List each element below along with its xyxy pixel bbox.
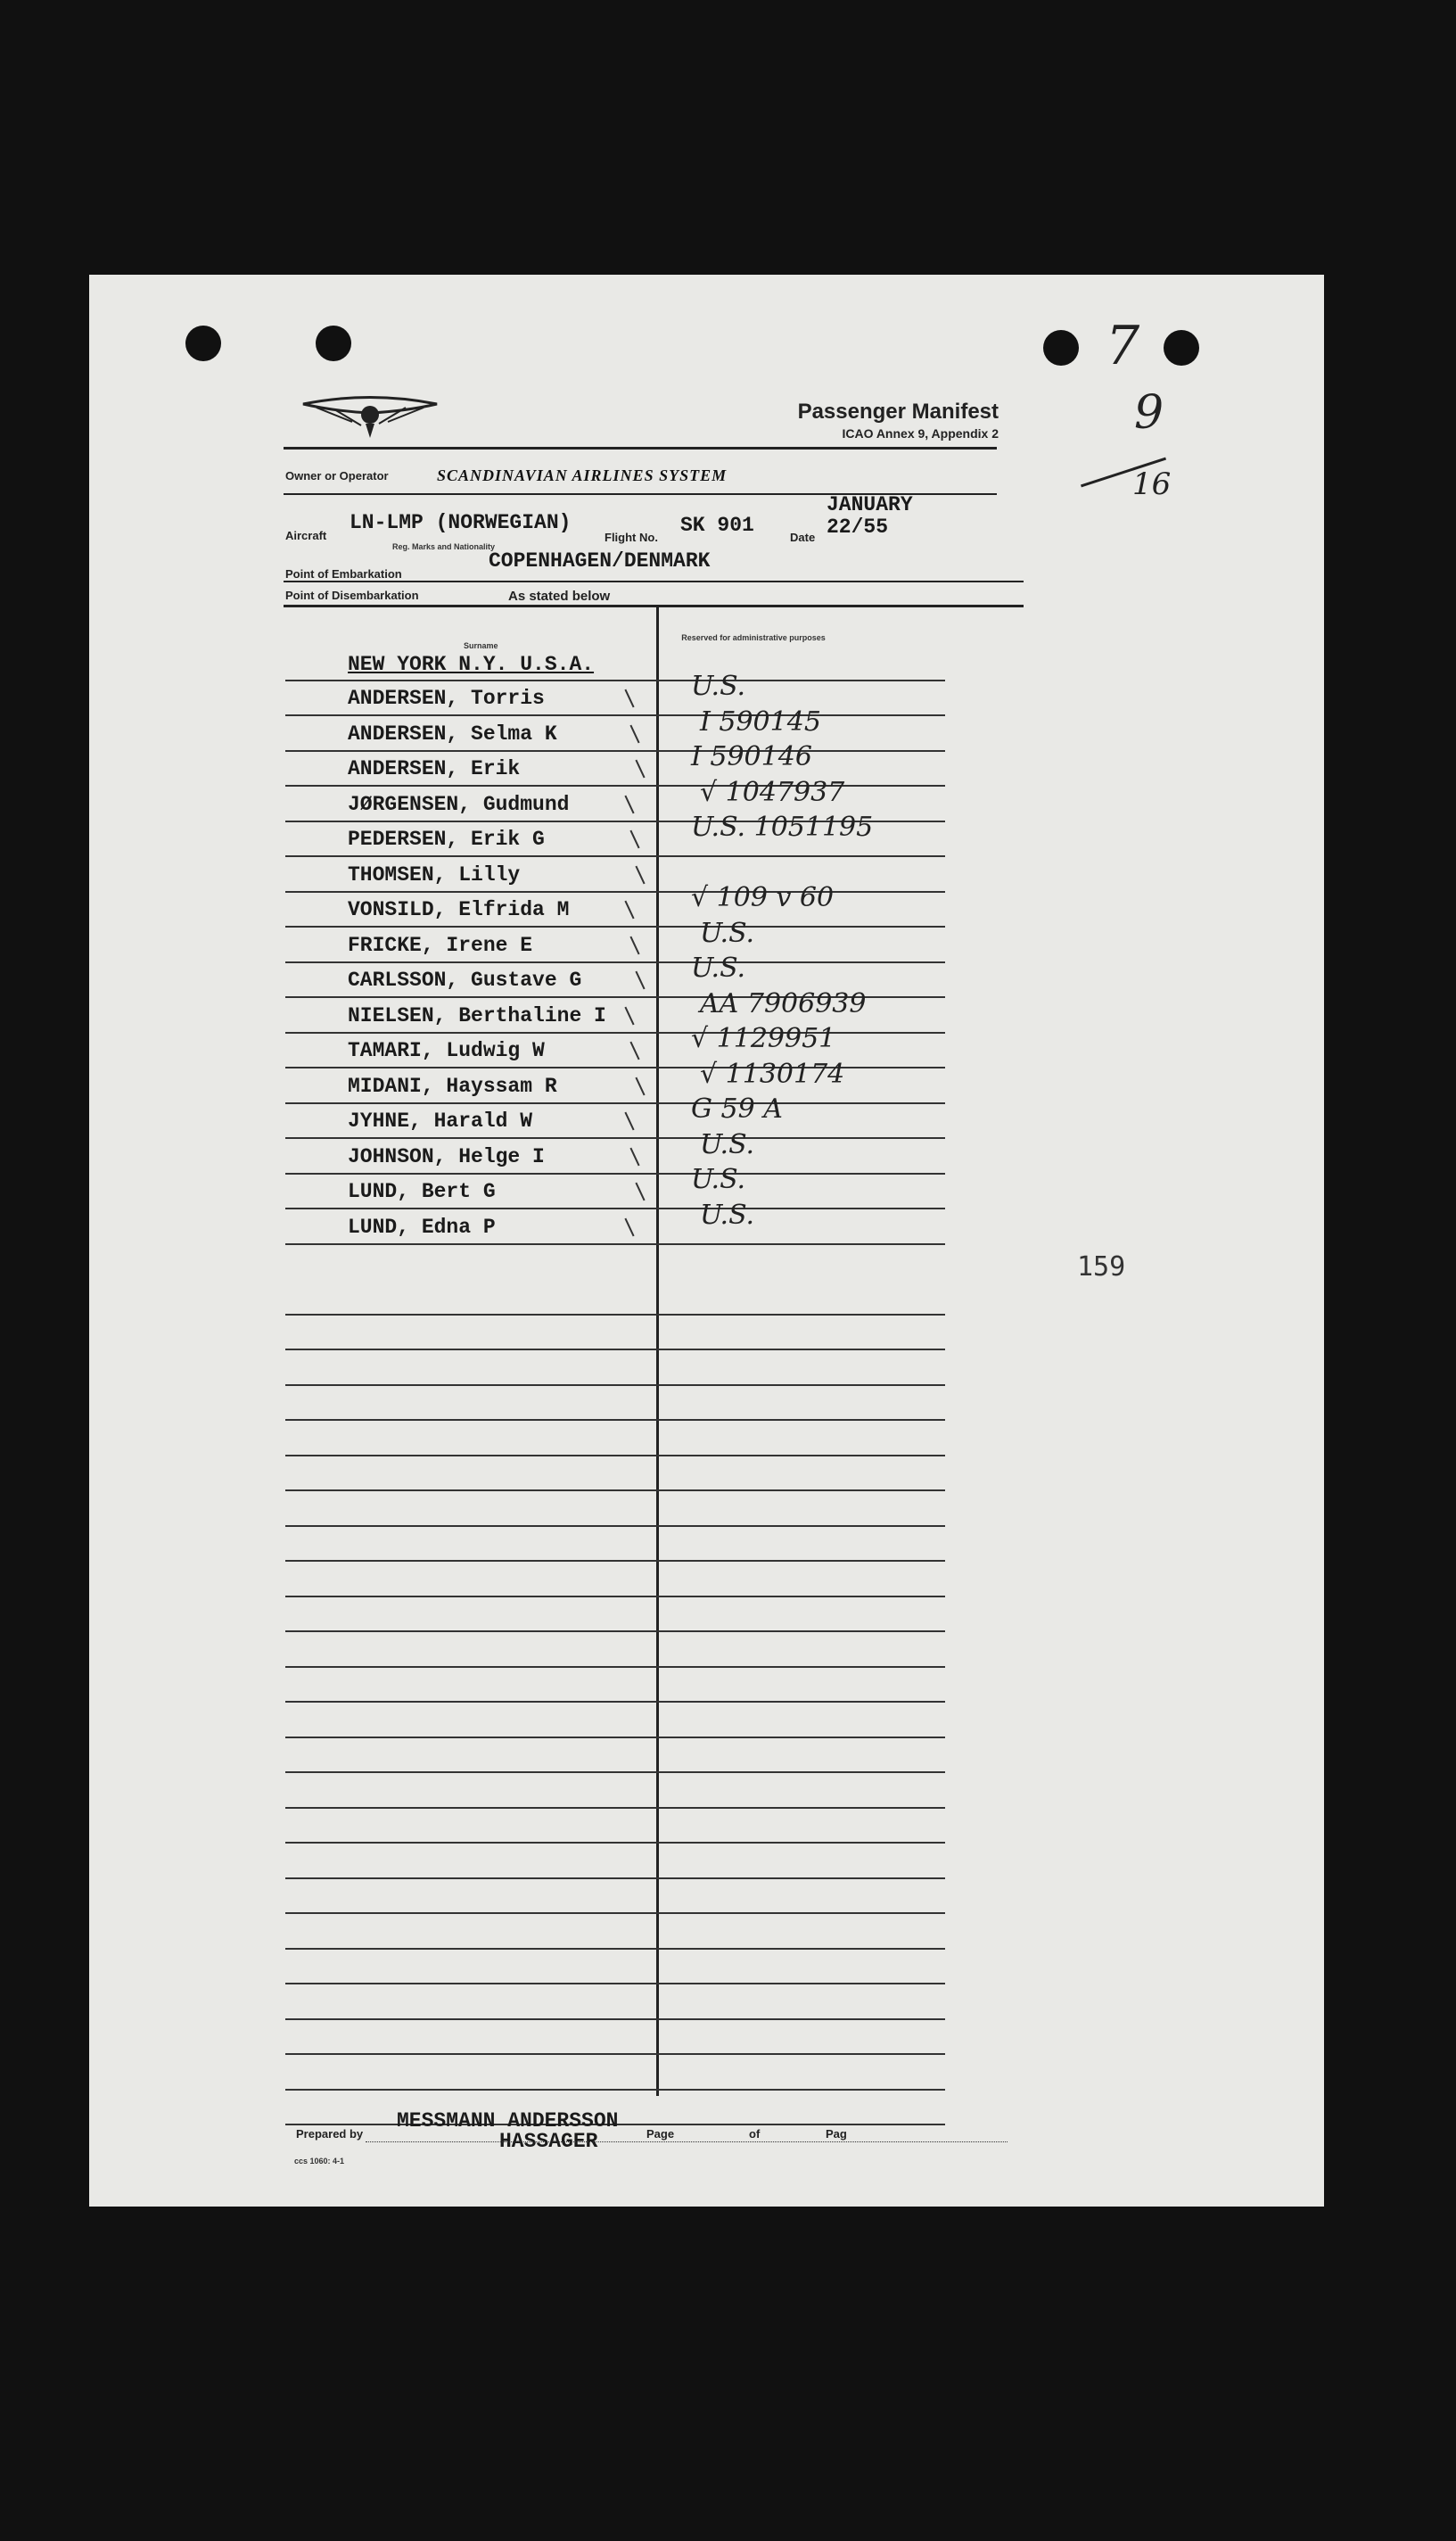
admin-note: U.S. — [691, 671, 746, 702]
table-rule — [285, 961, 945, 963]
passenger-name: ANDERSEN, Torris — [348, 687, 545, 710]
date-month: JANUARY — [827, 493, 913, 516]
passenger-name: NIELSEN, Berthaline I — [348, 1003, 606, 1027]
passenger-name: JOHNSON, Helge I — [348, 1144, 545, 1168]
header-rule — [284, 447, 997, 450]
table-rule — [285, 1032, 945, 1034]
margin-note-9: 9 — [1134, 386, 1164, 440]
operator-label: Owner or Operator — [285, 469, 389, 483]
check-mark — [629, 724, 639, 743]
surname-header: Surname — [464, 641, 498, 650]
prepared-by-1: MESSMANN ANDERSSON — [397, 2109, 619, 2133]
prepared-label: Prepared by — [296, 2127, 364, 2141]
prepared-rule — [366, 2141, 1008, 2143]
date-label: Date — [790, 531, 816, 544]
blank-rule — [285, 2053, 945, 2055]
page-label-2: Pag — [826, 2127, 847, 2141]
punch-hole — [1164, 330, 1199, 366]
check-mark — [635, 1077, 645, 1095]
passenger-name: MIDANI, Hayssam R — [348, 1074, 557, 1098]
disembark-rule — [284, 605, 1024, 607]
blank-rule — [285, 1948, 945, 1950]
table-rule — [285, 1243, 945, 1245]
passenger-name: PEDERSEN, Erik G — [348, 828, 545, 851]
admin-note: U.S. — [691, 953, 746, 984]
check-mark — [624, 795, 634, 813]
admin-note: AA 7906939 — [700, 987, 867, 1019]
admin-note: U.S. 1051195 — [691, 812, 874, 843]
admin-note: I 590146 — [691, 741, 812, 772]
of-label: of — [749, 2127, 761, 2141]
check-mark — [624, 1006, 634, 1025]
flight-value: SK 901 — [680, 514, 754, 537]
blank-rule — [285, 1560, 945, 1562]
reserved-header: Reserved for administrative purposes — [681, 633, 826, 642]
blank-rule — [285, 1419, 945, 1421]
passenger-name: TAMARI, Ludwig W — [348, 1039, 545, 1062]
blank-rule — [285, 2089, 945, 2091]
disembark-label: Point of Disembarkation — [285, 589, 419, 602]
blank-rule — [285, 1983, 945, 1984]
passenger-name: LUND, Bert G — [348, 1180, 496, 1203]
blank-rule — [285, 1771, 945, 1773]
table-rule — [285, 1067, 945, 1068]
table-rule — [285, 1208, 945, 1209]
aircraft-sublabel: Reg. Marks and Nationality — [392, 542, 496, 551]
operator-value: SCANDINAVIAN AIRLINES SYSTEM — [437, 466, 728, 484]
airline-logo — [299, 386, 441, 440]
table-rule — [285, 680, 945, 681]
blank-rule — [285, 1842, 945, 1844]
embark-rule — [284, 581, 1024, 582]
passenger-name: LUND, Edna P — [348, 1215, 496, 1239]
blank-rule — [285, 1314, 945, 1316]
blank-rule — [285, 1877, 945, 1879]
admin-note: U.S. — [700, 1128, 755, 1160]
admin-note: G 59 A — [691, 1093, 783, 1125]
admin-note: √ 1047937 — [700, 776, 845, 808]
manifest-page — [89, 275, 1324, 2207]
aircraft-value: LN-LMP (NORWEGIAN) — [350, 511, 572, 534]
passenger-name: ANDERSEN, Erik — [348, 757, 521, 780]
table-rule — [285, 1137, 945, 1139]
blank-rule — [285, 1666, 945, 1668]
admin-note: √ 1130174 — [700, 1058, 845, 1090]
margin-note-16: 16 — [1132, 466, 1172, 502]
form-number: ccs 1060: 4-1 — [294, 2157, 345, 2166]
blank-rule — [285, 1525, 945, 1527]
column-divider — [656, 606, 659, 2096]
check-mark — [624, 689, 634, 708]
blank-rule — [285, 1737, 945, 1738]
embark-label: Point of Embarkation — [285, 567, 402, 581]
check-mark — [629, 936, 639, 954]
check-mark — [635, 760, 645, 779]
punch-hole — [185, 326, 221, 361]
check-mark — [635, 971, 645, 990]
document-title: Passenger Manifest — [797, 400, 999, 424]
admin-note: √ 1129951 — [691, 1023, 836, 1054]
date-value: 22/55 — [827, 516, 889, 539]
disembark-value: As stated below — [508, 589, 611, 604]
check-mark — [629, 1042, 639, 1060]
table-rule — [285, 1173, 945, 1175]
punch-hole — [316, 326, 351, 361]
destination-heading: NEW YORK N.Y. U.S.A. — [348, 653, 595, 676]
blank-rule — [285, 1349, 945, 1350]
admin-note: U.S. — [700, 1199, 755, 1231]
admin-note: √ 109 v 60 — [691, 882, 835, 913]
passenger-name: JYHNE, Harald W — [348, 1110, 533, 1133]
blank-rule — [285, 2018, 945, 2020]
blank-rule — [285, 1455, 945, 1456]
admin-note: U.S. — [700, 917, 755, 949]
check-mark — [635, 1183, 645, 1201]
check-mark — [624, 1217, 634, 1236]
blank-rule — [285, 1489, 945, 1491]
blank-rule — [285, 1596, 945, 1597]
table-rule — [285, 855, 945, 857]
aircraft-label: Aircraft — [285, 529, 327, 542]
page-stamp: 159 — [1077, 1251, 1126, 1283]
blank-rule — [285, 1807, 945, 1809]
table-rule — [285, 750, 945, 752]
passenger-name: CARLSSON, Gustave G — [348, 969, 582, 992]
admin-note: I 590145 — [700, 705, 821, 738]
flight-label: Flight No. — [605, 531, 658, 544]
table-rule — [285, 1102, 945, 1104]
blank-rule — [285, 1630, 945, 1632]
blank-rule — [285, 1912, 945, 1914]
passenger-name: JØRGENSEN, Gudmund — [348, 792, 570, 816]
check-mark — [629, 1147, 639, 1166]
prepared-by-2: HASSAGER — [499, 2130, 598, 2153]
admin-note: U.S. — [691, 1164, 746, 1195]
table-rule — [285, 785, 945, 787]
passenger-name: VONSILD, Elfrida M — [348, 898, 570, 921]
document-subtitle: ICAO Annex 9, Appendix 2 — [842, 426, 999, 441]
check-mark — [629, 830, 639, 849]
table-rule — [285, 926, 945, 928]
margin-note-7: 7 — [1106, 315, 1140, 377]
page-label: Page — [646, 2127, 675, 2141]
passenger-name: FRICKE, Irene E — [348, 933, 533, 957]
punch-hole — [1043, 330, 1079, 366]
table-rule — [285, 714, 945, 716]
blank-rule — [285, 1384, 945, 1386]
passenger-name: THOMSEN, Lilly — [348, 862, 521, 887]
check-mark — [635, 865, 645, 884]
check-mark — [624, 901, 634, 920]
embark-value: COPENHAGEN/DENMARK — [489, 549, 711, 573]
passenger-name: ANDERSEN, Selma K — [348, 722, 557, 746]
check-mark — [624, 1112, 634, 1131]
blank-rule — [285, 1701, 945, 1703]
table-rule — [285, 891, 945, 893]
